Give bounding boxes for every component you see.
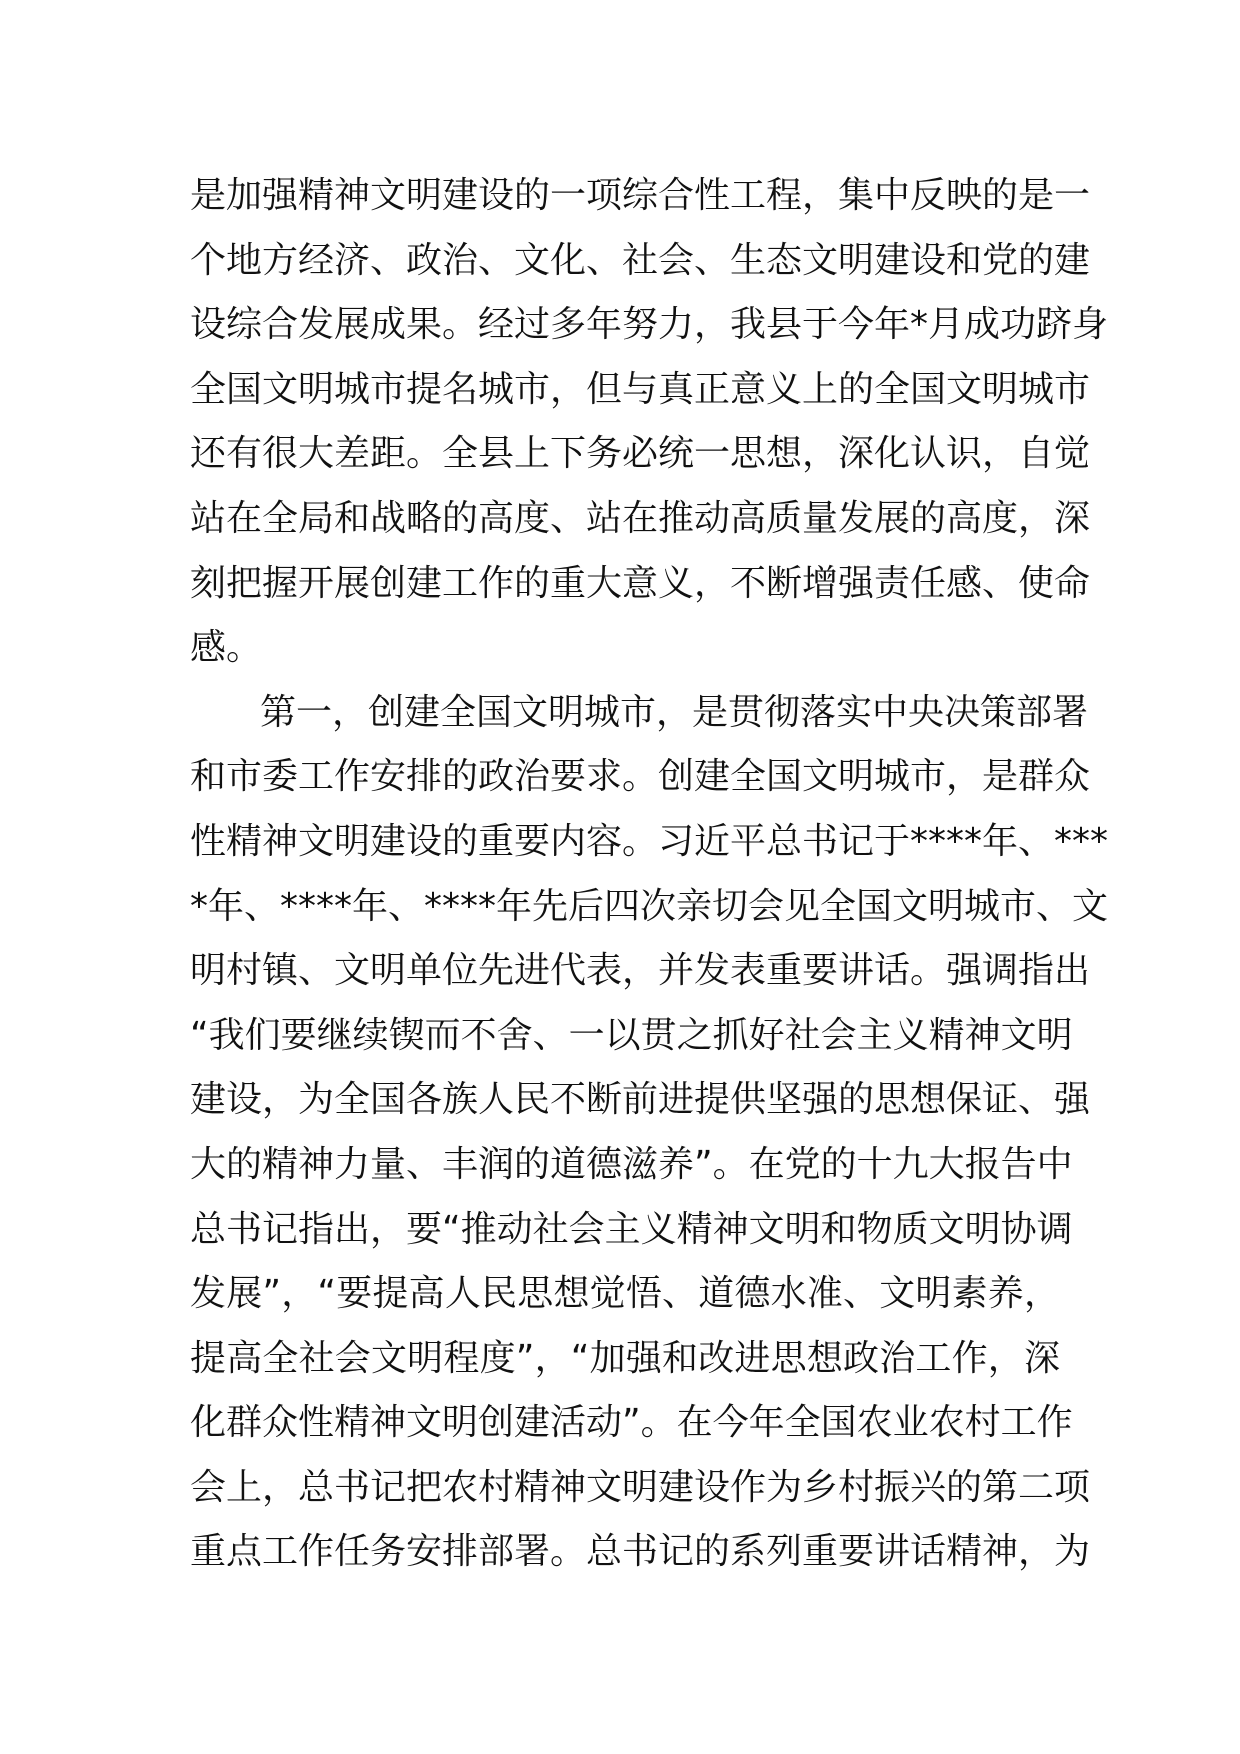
text-line: 发展”，“要提高人民思想觉悟、道德水准、文明素养， — [190, 1273, 1060, 1315]
text-line: 是加强精神文明建设的一项综合性工程，集中反映的是一 — [190, 175, 1091, 216]
text-line: 个地方经济、政治、文化、社会、生态文明建设和党的建 — [190, 239, 1091, 281]
text-line: 性精神文明建设的重要内容。习近平总书记于****年、*** — [190, 820, 1109, 862]
text-line: 明村镇、文明单位先进代表，并发表重要讲话。强调指出 — [190, 950, 1091, 992]
text-line: 会上，总书记把农村精神文明建设作为乡村振兴的第二项 — [190, 1466, 1091, 1508]
text-line: 提高全社会文明程度”，“加强和改进思想政治工作，深 — [190, 1337, 1060, 1379]
text-line: 大的精神力量、丰润的道德滋养”。在党的十九大报告中 — [190, 1143, 1073, 1185]
text-line: *年、****年、****年先后四次亲切会见全国文明城市、文 — [190, 885, 1109, 927]
paragraph-first-line: 第一，创建全国文明城市，是贯彻落实中央决策部署 — [260, 691, 1089, 733]
text-line: 感。 — [190, 627, 263, 669]
text-line: 还有很大差距。全县上下务必统一思想，深化认识，自觉 — [190, 433, 1091, 475]
text-line: 总书记指出，要“推动社会主义精神文明和物质文明协调 — [190, 1208, 1073, 1250]
text-line: 化群众性精神文明创建活动”。在今年全国农业农村工作 — [190, 1402, 1073, 1444]
text-line: 重点工作任务安排部署。总书记的系列重要讲话精神，为 — [190, 1531, 1091, 1573]
text-line: 和市委工作安排的政治要求。创建全国文明城市，是群众 — [190, 756, 1091, 798]
text-line: 建设，为全国各族人民不断前进提供坚强的思想保证、强 — [190, 1079, 1091, 1121]
text-line: 全国文明城市提名城市，但与真正意义上的全国文明城市 — [190, 368, 1091, 410]
text-line: 站在全局和战略的高度、站在推动高质量发展的高度，深 — [190, 497, 1091, 539]
text-line: 刻把握开展创建工作的重大意义，不断增强责任感、使命 — [190, 562, 1091, 604]
text-line: 设综合发展成果。经过多年努力，我县于今年*月成功跻身 — [190, 304, 1109, 346]
text-line: “我们要继续锲而不舍、一以贯之抓好社会主义精神文明 — [190, 1014, 1073, 1056]
body-text — [190, 164, 1109, 1585]
